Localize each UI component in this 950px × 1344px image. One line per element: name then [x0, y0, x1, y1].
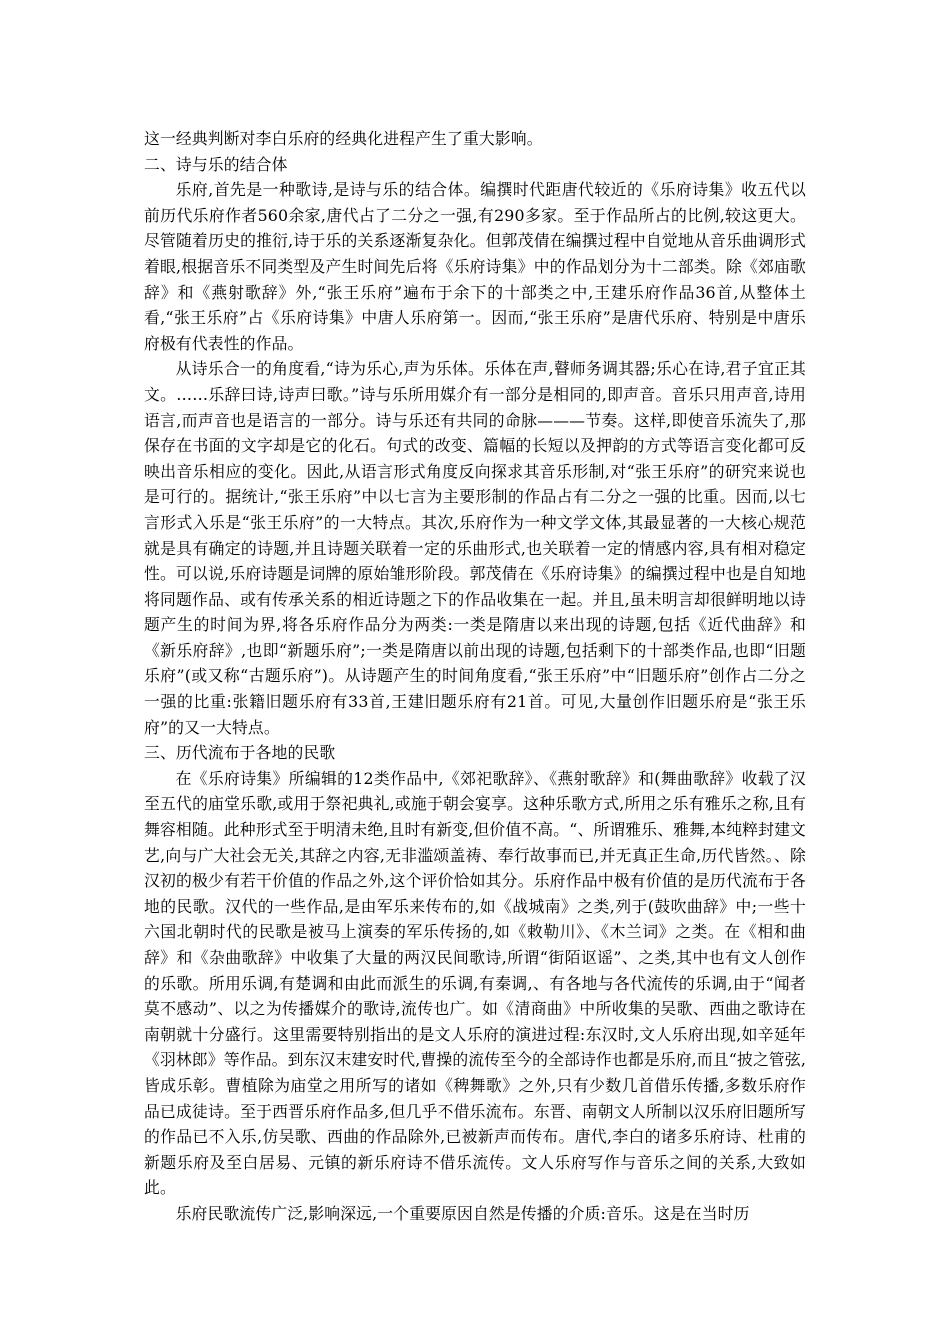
section-heading-3: 三、历代流布于各地的民歌 — [144, 743, 336, 763]
document-page — [144, 126, 806, 1227]
body-paragraph: 乐府,首先是一种歌诗,是诗与乐的结合体。编撰时代距唐代较近的《乐府诗集》收五代以前历代乐府作者560余家,唐代占了二分之一强,有290多家。至于作品所占的比例,较这更大。尽管随着历史的推衍,诗于乐的关系逐渐复杂化。但郭茂倩在编撰过程中自觉地从音乐曲调形式着眼,根据音乐不同类型及产生时间先后将《乐府诗集》中的作品划分为十二部类。除《郊庙歌辞》和《燕射歌辞》外,“张王乐府”遍布于余下的十部类之中,王建乐府作品36首,从整体土看,“张王乐府”占《乐府诗集》中唐人乐府第一。因而,“张王乐府”是唐代乐府、特别是中唐乐府极有代表性的作品。 — [144, 180, 806, 353]
body-paragraph: 乐府民歌流传广泛,影响深远,一个重要原因自然是传播的介质:音乐。这是在当时历 — [175, 1203, 750, 1223]
body-paragraph: 从诗乐合一的角度看,“诗为乐心,声为乐体。乐体在声,瞽师务调其器;乐心在诗,君子宜正其文。……乐辞曰诗,诗声曰歌。”诗与乐所用媒介有一部分是相同的,即声音。音乐只用声音,诗用语言,而声音也是语言的一部分。诗与乐还有共同的命脉———节奏。这样,即使音乐流失了,那保存在书面的文字却是它的化石。句式的改变、篇幅的长短以及押韵的方式等语言变化都可反映出音乐相应的变化。因此,从语言形式角度反向探求其音乐形制,对“张王乐府”的研究来说也是可行的。据统计,“张王乐府”中以七言为主要形制的作品占有二分之一强的比重。因而,以七言形式入乐是“张王乐府”的一大特点。其次,乐府作为一种文学文体,其最显著的一大核心规范就是具有确定的诗题,并且诗题关联着一定的乐曲形式,也关联着一定的情感内容,具有相对稳定性。可以说,乐府诗题是词牌的原始雏形阶段。郭茂倩在《乐府诗集》的编撰过程中也是自知地将同题作品、或有传承关系的相近诗题之下的作品收集在一起。并且,虽未明言却很鲜明地以诗题产生的时间为界,将各乐府作品分为两类:一类是隋唐以来出现的诗题,包括《近代曲辞》和《新乐府辞》,也即“新题乐府”;一类是隋唐以前出现的诗题,包括剩下的十部类作品,也即“旧题乐府”(或又称“古题乐府”)。从诗题产生的时间角度看,“张王乐府”中“旧题乐府”创作占二分之一强的比重:张籍旧题乐府有33首,王建旧题乐府有21首。可见,大量创作旧题乐府是“张王乐府”的又一大特点。 — [144, 359, 806, 737]
continued-paragraph: 这一经典判断对李白乐府的经典化进程产生了重大影响。 — [144, 129, 543, 148]
body-paragraph: 在《乐府诗集》所编辑的12类作品中,《郊祀歌辞》、《燕射歌辞》和(舞曲歌辞》收载了汉至五代的庙堂乐歌,或用于祭祀典礼,或施于朝会宴享。这种乐歌方式,所用之乐有雅乐之称,且有舞容相随。此种形式至于明清未绝,且时有新变,但价值不高。“、所谓雅乐、雅舞,本纯粹封建文艺,向与广大社会无关,其辞之内容,无非滥颂盖祷、奉行故事而已,并无真正生命,历代皆然。、除汉初的极少有若干价值的作品之外,这个评价恰如其分。乐府作品中极有价值的是历代流布于各地的民歌。汉代的一些作品,是由军乐来传布的,如《战城南》之类,列于(鼓吹曲辞》中;一些十六国北朝时代的民歌是被马上演奏的军乐传扬的,如《敕勒川》、《木兰词》之类。在《相和曲辞》和《杂曲歌辞》中收集了大量的两汉民间歌诗,所谓“街陌讴谣”、之类,其中也有文人创作的乐歌。所用乐调,有楚调和由此而派生的乐调,有秦调,、有各地与各代流传的乐调,由于“闻者莫不感动”、以之为传播媒介的歌诗,流传也广。如《清商曲》中所收集的吴歌、西曲之歌诗在南朝就十分盛行。这里需要特别指出的是文人乐府的演进过程:东汉时,文人乐府出现,如辛延年《羽林郎》等作品。到东汉末建安时代,曹操的流传至今的全部诗作也都是乐府,而且“披之管弦,皆成乐彰。曹植除为庙堂之用所写的诸如《稗舞歌》之外,只有少数几首借乐传播,多数乐府作品已成徒诗。至于西晋乐府作品多,但几乎不借乐流布。东晋、南朝文人所制以汉乐府旧题所写的作品已不入乐,仿吴歌、西曲的作品除外,已被新声而传布。唐代,李白的诸多乐府诗、杜甫的新题乐府及至白居易、元镇的新乐府诗不借乐流传。文人乐府写作与音乐之间的关系,大致如此。 — [144, 768, 806, 1198]
section-heading-2: 二、诗与乐的结合体 — [144, 154, 288, 174]
